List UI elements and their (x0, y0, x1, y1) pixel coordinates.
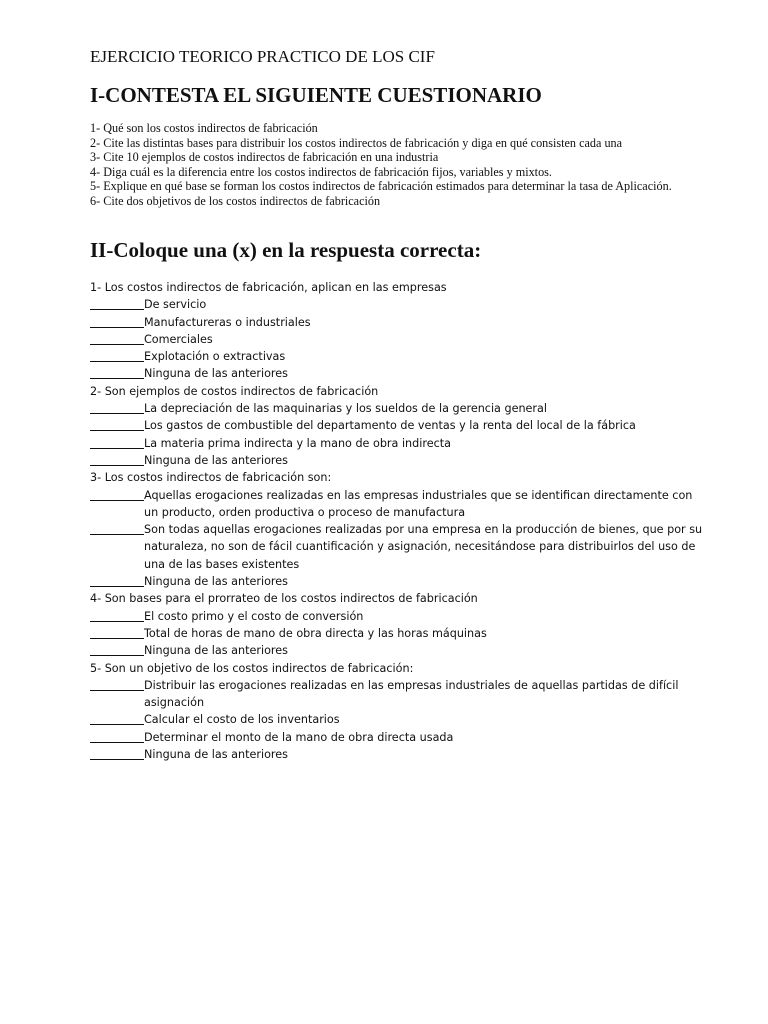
option-text: La materia prima indirecta y la mano de obra indirecta (144, 436, 451, 450)
mcq-option (90, 677, 710, 712)
option-text: Comerciales (144, 332, 213, 346)
answer-blank[interactable] (90, 608, 144, 622)
mcq-option (90, 452, 710, 469)
answer-blank[interactable] (90, 365, 144, 379)
mcq-question-2: 2- Son ejemplos de costos indirectos de fabricación (90, 384, 379, 398)
mcq-option (90, 642, 710, 659)
option-text: Explotación o extractivas (144, 350, 286, 364)
section-2-heading: II-Coloque una (x) en la respuesta correcta: (90, 238, 482, 262)
question-item: 1- Qué son los costos indirectos de fabricación (90, 121, 318, 135)
mcq-option (90, 608, 710, 625)
answer-blank[interactable] (90, 746, 144, 760)
answer-blank[interactable] (90, 642, 144, 656)
question-item: 5- Explique en qué base se forman los costos indirectos de fabricación estimados para determinar la tasa de Aplicación. (90, 179, 672, 194)
mcq-option (90, 348, 710, 365)
mcq-option (90, 417, 710, 434)
option-text: Ninguna de las anteriores (144, 644, 288, 658)
document-title: EJERCICIO TEORICO PRACTICO DE LOS CIF (90, 47, 435, 66)
option-text: La depreciación de las maquinarias y los sueldos de la gerencia general (144, 402, 547, 416)
answer-blank[interactable] (90, 573, 144, 587)
mcq-option (90, 573, 710, 590)
answer-blank[interactable] (90, 521, 144, 535)
answer-blank[interactable] (90, 417, 144, 431)
option-text: Ninguna de las anteriores (144, 748, 288, 762)
answer-blank[interactable] (90, 729, 144, 743)
answer-blank[interactable] (90, 452, 144, 466)
answer-blank[interactable] (90, 348, 144, 362)
mcq-option (90, 435, 710, 452)
question-item: 3- Cite 10 ejemplos de costos indirectos de fabricación en una industria (90, 150, 439, 165)
mcq-option (90, 400, 710, 417)
mcq-question-3: 3- Los costos indirectos de fabricación son: (90, 471, 332, 485)
option-text: Aquellas erogaciones realizadas en las empresas industriales que se identifican directamente con un producto, orden productiva o proceso de manufactura (144, 488, 693, 519)
multiple-choice-list (90, 279, 710, 763)
option-text: Ninguna de las anteriores (144, 453, 288, 467)
mcq-question-5: 5- Son un objetivo de los costos indirectos de fabricación: (90, 661, 414, 675)
mcq-option (90, 331, 710, 348)
option-text: Distribuir las erogaciones realizadas en las empresas industriales de aquellas partidas de difícil asignación (144, 678, 679, 710)
answer-blank[interactable] (90, 314, 144, 328)
answer-blank[interactable] (90, 331, 144, 345)
question-item: 4- Diga cuál es la diferencia entre los costos indirectos de fabricación fijos, variables y mixtos. (90, 164, 552, 179)
answer-blank[interactable] (90, 677, 144, 691)
question-item: 2- Cite las distintas bases para distribuir los costos indirectos de fabricación y diga en qué consisten cada una (90, 135, 623, 150)
mcq-question-1: 1- Los costos indirectos de fabricación, aplican en las empresas (90, 281, 447, 294)
option-text: Los gastos de combustible del departamento de ventas y la renta del local de la fábrica (144, 419, 636, 433)
answer-blank[interactable] (90, 711, 144, 725)
mcq-question-4: 4- Son bases para el prorrateo de los costos indirectos de fabricación (90, 592, 478, 606)
option-text: Son todas aquellas erogaciones realizadas por una empresa en la producción de bienes, que por su naturaleza, no son de fácil cuantificación y asignación, necesitándose para distribuirlos del uso de una de las bases existentes (144, 523, 703, 571)
option-text: Manufactureras o industriales (144, 315, 311, 329)
mcq-option (90, 314, 710, 331)
mcq-option (90, 625, 710, 642)
mcq-option (90, 746, 710, 763)
mcq-option (90, 729, 710, 746)
option-text: De servicio (144, 298, 207, 312)
question-item: 6- Cite dos objetivos de los costos indirectos de fabricación (90, 193, 381, 208)
mcq-option (90, 487, 710, 522)
mcq-option (90, 365, 710, 382)
questionnaire-list (90, 121, 750, 209)
answer-blank[interactable] (90, 487, 144, 501)
option-text: Determinar el monto de la mano de obra directa usada (144, 730, 454, 744)
option-text: Total de horas de mano de obra directa y las horas máquinas (144, 626, 487, 640)
mcq-option (90, 711, 710, 728)
answer-blank[interactable] (90, 435, 144, 449)
option-text: Calcular el costo de los inventarios (144, 713, 340, 727)
option-text: Ninguna de las anteriores (144, 367, 288, 381)
mcq-option (90, 296, 710, 313)
option-text: El costo primo y el costo de conversión (144, 609, 364, 623)
answer-blank[interactable] (90, 400, 144, 414)
answer-blank[interactable] (90, 296, 144, 310)
option-text: Ninguna de las anteriores (144, 575, 288, 589)
section-1-heading: I-CONTESTA EL SIGUIENTE CUESTIONARIO (90, 83, 542, 107)
mcq-option (90, 521, 710, 573)
answer-blank[interactable] (90, 625, 144, 639)
